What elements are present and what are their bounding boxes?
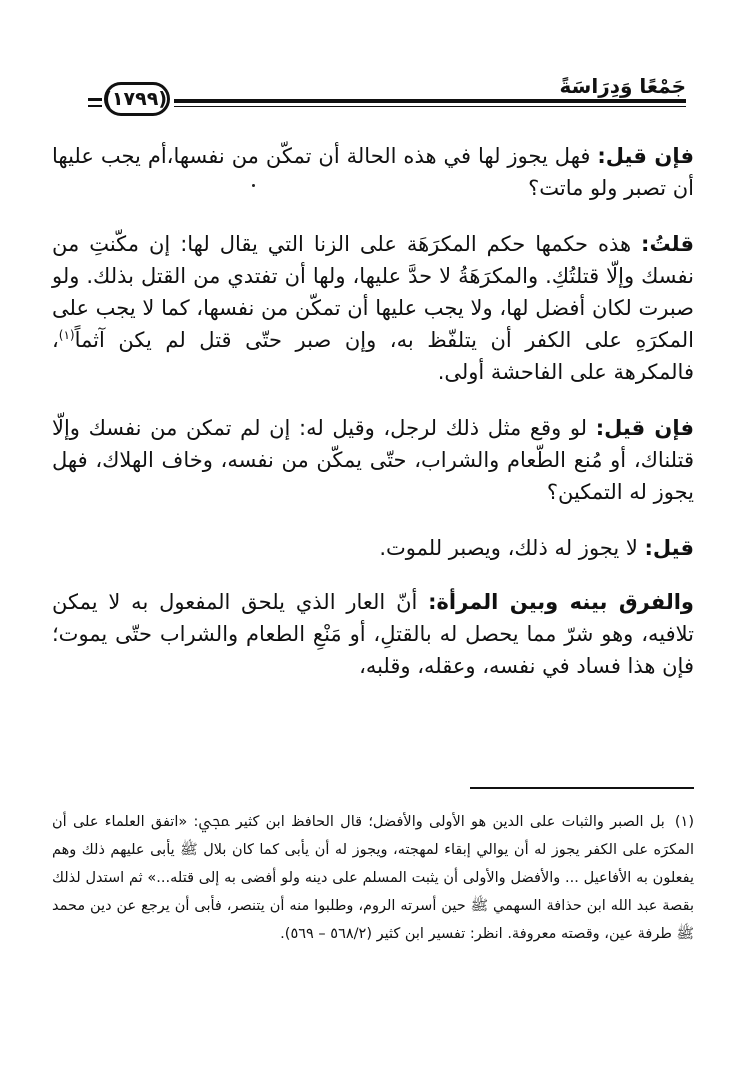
paragraph-question-1 <box>52 140 694 204</box>
paragraph-lead: فإن قيل: <box>597 144 694 168</box>
main-text <box>52 140 694 706</box>
header-rule-thin <box>174 106 686 107</box>
paragraph-lead: والفرق بينه وبين المرأة: <box>428 590 694 614</box>
footnote-text: بل الصبر والثبات على الدين هو الأولى والأفضل؛ قال الحافظ ابن كثير ﷀ: «اتفق العلماء على أن المكرَه على الكفر يجوز له أن يوالي إبقاء لمهجته، ويجوز له أن يأبى كما كان بلال ﷺ يأبى عليهم ذلك وهم يفعلون به الأفاعيل ... والأفضل والأولى أن يثبت المسلم على دينه ولو أفضى به إلى قتله...» ثم استدل لذلك بقصة عبد الله ابن حذافة السهمي ﷺ حين أسرته الروم، وطلبوا منه أن يتنصر، فأبى أن يرجع عن دين محمد ﷺ طرفة عين، وقصته معروفة. انظر: تفسير ابن كثير (٥٦٨/٢ – ٥٦٩). <box>52 814 694 942</box>
paragraph-answer-1 <box>52 228 694 388</box>
paragraph-text: فهل يجوز لها في هذه الحالة أن تمكّن من نفسها،أم يجب عليها أن تصبر ولو ماتت؟ <box>52 144 694 200</box>
paragraph-question-2 <box>52 412 694 508</box>
paragraph-text: لا يجوز له ذلك، ويصبر للموت. <box>379 536 645 560</box>
header-rule-left-thin <box>88 105 102 107</box>
footnote-reference[interactable]: (١) <box>58 328 75 342</box>
paragraph-lead: قلتُ: <box>641 232 694 256</box>
header-rule-left-thick <box>88 98 102 101</box>
page-header <box>96 60 686 110</box>
footnote-marker: (١) <box>674 814 694 830</box>
paragraph-text: هذه حكمها حكم المكرَهَة على الزنا التي يقال لها: إن مكّنتِ من نفسك وإلّا قتلتُكِ. والمكرَهَةُ لا حدَّ عليها، ولها أن تفتدي من القتل بذلك. ولو صبرت لكان أفضل لها، ولا يجب عليها أن تمكّن من نفسها، كما لا يجب على المكرَهِ على الكفر أن يتلفّظ به، وإن صبر حتّى قتل لم يكن آثماً <box>52 232 694 352</box>
footnote-separator <box>470 787 694 789</box>
footnote <box>52 808 694 948</box>
paragraph-lead: فإن قيل: <box>595 416 694 440</box>
paragraph-text: أنّ العار الذي يلحق المفعول به لا يمكن تلافيه، وهو شرّ مما يحصل له بالقتلِ، أو مَنْعِ الطعام والشراب حتّى يموت؛ فإن هذا فساد في نفسه، وعقله، وقلبه، <box>52 590 694 678</box>
header-rule-thick <box>174 99 686 103</box>
paragraph-text: لو وقع مثل ذلك لرجل، وقيل له: إن لم تمكن من نفسك وإلّا قتلناك، أو مُنع الطّعام والشراب، حتّى يمكّن من نفسه، وخاف الهلاك، فهل يجوز له التمكين؟ <box>52 416 694 504</box>
paragraph-difference <box>52 586 694 682</box>
paragraph-text-after: ، فالمكرهة على الفاحشة أولى. <box>52 328 694 384</box>
page-number: (١٧٩٩) <box>104 82 170 116</box>
paragraph-answer-2 <box>52 532 694 564</box>
paragraph-lead: قيل: <box>644 536 694 560</box>
running-title: جَمْعًا وَدِرَاسَةً <box>559 74 686 98</box>
